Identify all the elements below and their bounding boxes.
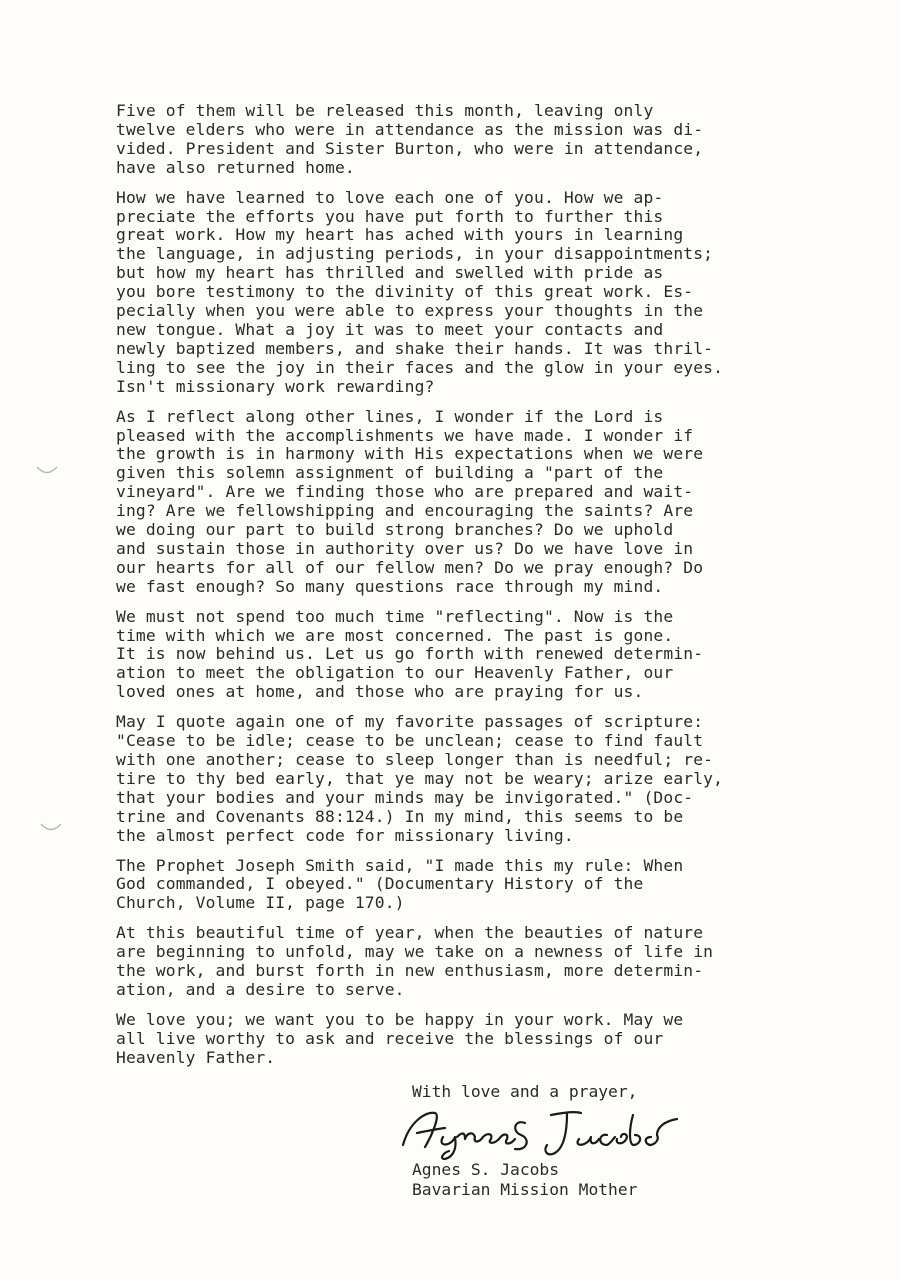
letter-line: twelve elders who were in attendance as the mission was di- xyxy=(116,119,704,139)
letter-line: It is now behind us. Let us go forth with renewed determin- xyxy=(116,644,704,664)
letter-line: Heavenly Father. xyxy=(116,1047,276,1067)
letter-line: time with which we are most concerned. The past is gone. xyxy=(116,625,674,645)
letter-line: At this beautiful time of year, when the beauties of nature xyxy=(116,923,704,943)
letter-line: trine and Covenants 88:124.) In my mind, this seems to be xyxy=(116,806,684,826)
letter-line: and sustain those in authority over us? Do we have love in xyxy=(116,538,694,558)
letter-line: have also returned home. xyxy=(116,157,355,177)
binder-hole-mark-bottom xyxy=(40,823,62,833)
letter-paragraph xyxy=(116,857,836,914)
signer-title: Bavarian Mission Mother xyxy=(412,1179,638,1199)
letter-line: the work, and burst forth in new enthusiasm, more determin- xyxy=(116,961,704,981)
letter-line: "Cease to be idle; cease to be unclean; cease to find fault xyxy=(116,731,704,751)
closing-line: With love and a prayer, xyxy=(412,1082,638,1101)
binder-hole-mark-top xyxy=(36,466,58,476)
letter-line: ation, and a desire to serve. xyxy=(116,979,405,999)
letter-line: our hearts for all of our fellow men? Do we pray enough? Do xyxy=(116,557,704,577)
letter-line: but how my heart has thrilled and swelled with pride as xyxy=(116,263,664,283)
letter-line: tire to thy bed early, that ye may not be weary; arize early, xyxy=(116,768,724,788)
letter-line: Five of them will be released this month, leaving only xyxy=(116,101,654,120)
letter-line: all live worthy to ask and receive the blessings of our xyxy=(116,1028,664,1048)
letter-line: vineyard". Are we finding those who are prepared and wait- xyxy=(116,482,694,502)
letter-paragraph xyxy=(116,408,836,597)
letter-line: newly baptized members, and shake their hands. It was thril- xyxy=(116,338,714,358)
letter-line: the almost perfect code for missionary living. xyxy=(116,825,574,845)
letter-line: Isn't missionary work rewarding? xyxy=(116,376,435,396)
letter-line: given this solemn assignment of building a "part of the xyxy=(116,463,664,483)
letter-line: pecially when you were able to express your thoughts in the xyxy=(116,301,704,321)
letter-line: with one another; cease to sleep longer than is needful; re- xyxy=(116,750,714,769)
letter-line: Church, Volume II, page 170.) xyxy=(116,893,405,913)
letter-line: the growth is in harmony with His expectations when we were xyxy=(116,444,704,464)
letter-line: we doing our part to build strong branches? Do we uphold xyxy=(116,520,674,540)
letter-line: we fast enough? So many questions race through my mind. xyxy=(116,576,664,596)
letter-paragraph xyxy=(116,924,836,1000)
letter-line: new tongue. What a joy it was to meet your contacts and xyxy=(116,319,664,339)
letter-line: How we have learned to love each one of you. How we ap- xyxy=(116,187,664,207)
letter-line: are beginning to unfold, may we take on a newness of life in xyxy=(116,942,714,962)
letter-line: preciate the efforts you have put forth to further this xyxy=(116,206,664,226)
letter-line: The Prophet Joseph Smith said, "I made this my rule: When xyxy=(116,855,684,875)
letter-line: the language, in adjusting periods, in your disappointments; xyxy=(116,244,714,264)
letter-paragraph xyxy=(116,713,836,845)
letter-line: May I quote again one of my favorite passages of scripture: xyxy=(116,712,704,732)
handwritten-signature xyxy=(395,1103,685,1161)
letter-line: pleased with the accomplishments we have made. I wonder if xyxy=(116,425,694,445)
letter-line: loved ones at home, and those who are praying for us. xyxy=(116,682,644,702)
letter-line: We must not spend too much time "reflecting". Now is the xyxy=(116,606,674,626)
letter-line: ation to meet the obligation to our Heavenly Father, our xyxy=(116,663,674,683)
letter-line: you bore testimony to the divinity of this great work. Es- xyxy=(116,282,694,302)
letter-paragraph xyxy=(116,189,836,397)
letter-paragraph xyxy=(116,608,836,703)
signer-name: Agnes S. Jacobs xyxy=(412,1160,560,1179)
letter-paragraph xyxy=(116,1011,836,1068)
letter-line: that your bodies and your minds may be invigorated." (Doc- xyxy=(116,787,694,807)
letter-line: God commanded, I obeyed." (Documentary History of the xyxy=(116,874,644,894)
letter-line: We love you; we want you to be happy in your work. May we xyxy=(116,1009,684,1029)
letter-line: As I reflect along other lines, I wonder if the Lord is xyxy=(116,406,664,426)
letter-line: great work. How my heart has ached with yours in learning xyxy=(116,225,684,245)
letter-line: ling to see the joy in their faces and the glow in your eyes. xyxy=(116,357,724,377)
letter-line: ing? Are we fellowshipping and encouraging the saints? Are xyxy=(116,501,694,521)
letter-paragraph xyxy=(116,102,836,178)
signature-block xyxy=(412,1160,637,1199)
letter-body xyxy=(116,102,836,1079)
letter-line: vided. President and Sister Burton, who were in attendance, xyxy=(116,138,704,158)
